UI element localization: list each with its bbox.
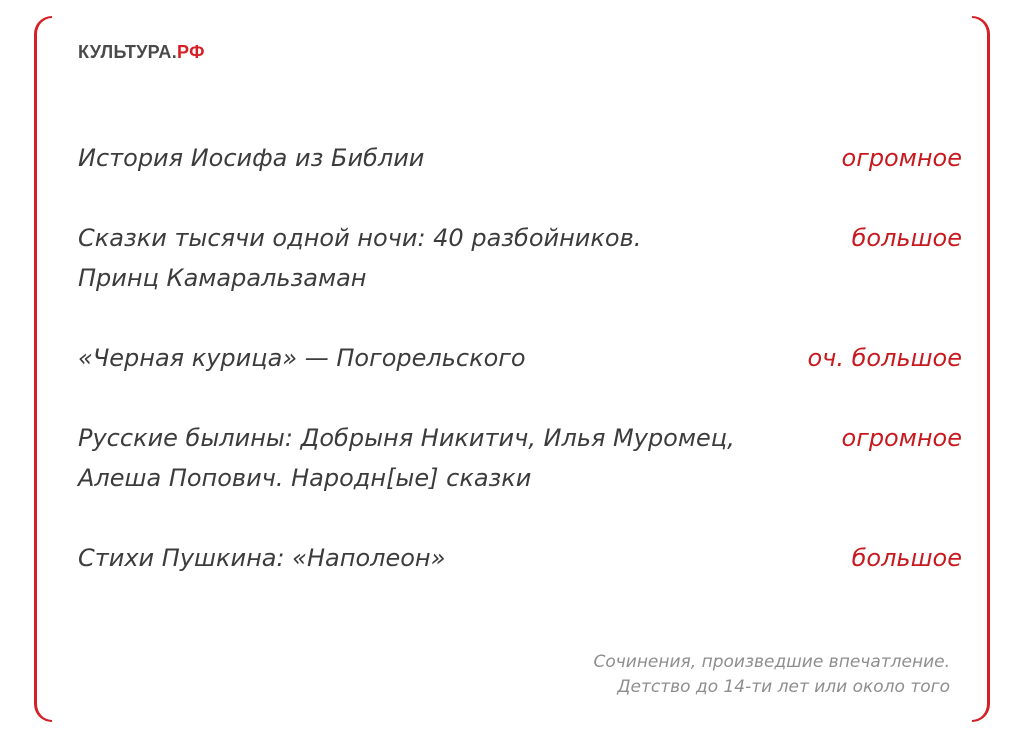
caption (593, 650, 950, 700)
entry-title (78, 138, 778, 178)
brand-name: КУЛЬТУРА. (78, 42, 178, 62)
entry-rating: огромное (841, 424, 962, 452)
caption-line: Сочинения, произведшие впечатление. (593, 652, 950, 672)
list-item (78, 418, 962, 498)
entry-title (78, 538, 778, 578)
entries-list (78, 138, 962, 618)
entry-title-line: История Иосифа из Библии (78, 144, 425, 172)
entry-title (78, 218, 778, 298)
entry-rating: огромное (841, 144, 962, 172)
entry-title (78, 418, 778, 498)
entry-title-line: Русские былины: Добрыня Никитич, Илья Муромец, (78, 424, 735, 452)
entry-title-line: Стихи Пушкина: «Наполеон» (78, 544, 446, 572)
quote-card (34, 16, 990, 722)
entry-rating: оч. большое (807, 344, 962, 372)
entry-rating: большое (851, 544, 962, 572)
list-item (78, 338, 962, 378)
right-bracket-decoration (972, 16, 990, 722)
entry-title (78, 338, 778, 378)
list-item (78, 218, 962, 298)
entry-title-line: Сказки тысячи одной ночи: 40 разбойников. (78, 224, 642, 252)
list-item (78, 138, 962, 178)
entry-title-line: Алеша Попович. Народн[ые] сказки (78, 464, 532, 492)
entry-rating: большое (851, 224, 962, 252)
brand-logo (78, 42, 205, 63)
left-bracket-decoration (34, 16, 52, 722)
list-item (78, 538, 962, 578)
entry-title-line: Принц Камаральзаман (78, 264, 367, 292)
caption-line: Детство до 14-ти лет или около того (617, 677, 950, 697)
brand-accent: РФ (177, 42, 205, 62)
entry-title-line: «Черная курица» — Погорельского (78, 344, 526, 372)
